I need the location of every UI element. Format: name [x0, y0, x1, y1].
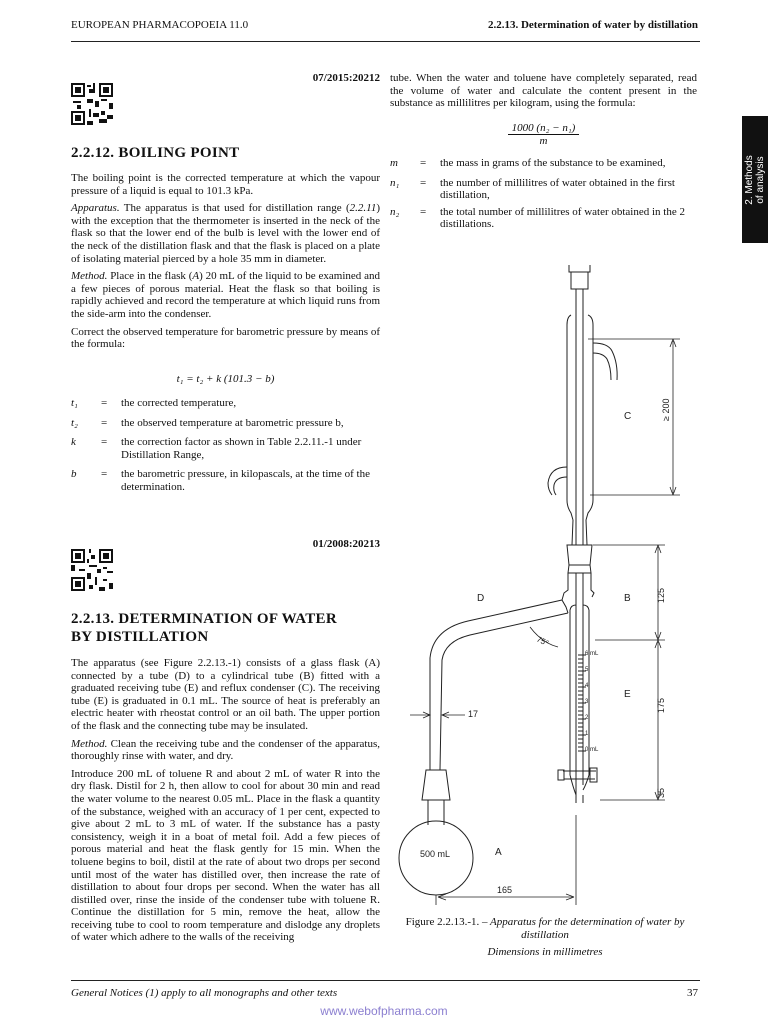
- stopcock: [558, 768, 597, 803]
- definition-row: [71, 468, 380, 493]
- qr-code-icon: [71, 549, 113, 591]
- graduation-label: 3: [585, 699, 589, 705]
- formula-denominator: m: [539, 135, 548, 147]
- definition-equals: =: [420, 205, 427, 218]
- reflux-condenser: [548, 289, 617, 545]
- label-c: C: [624, 411, 632, 422]
- formula-numerator: 1000 (n₂ − n₁): [508, 122, 580, 135]
- definition-row: [390, 206, 697, 231]
- dim-17: 17: [468, 709, 479, 719]
- dimension-lines: [410, 339, 680, 905]
- footer-rule: [71, 980, 700, 981]
- definition-text: the observed temperature at barometric pressure b,: [121, 416, 344, 429]
- qr-code-icon: [71, 83, 113, 125]
- side-tab-line2: of analysis: [755, 155, 766, 204]
- paragraph: [71, 738, 380, 763]
- label-a: A: [495, 847, 502, 858]
- graduation-label: 1: [585, 731, 589, 737]
- definition-list: [71, 397, 380, 501]
- page-number: 37: [687, 987, 698, 999]
- text-run: Place in the flask (: [107, 270, 193, 283]
- flask-volume-label: 500 mL: [420, 849, 451, 859]
- graduation-label: 6 mL: [585, 651, 599, 657]
- distillation-apparatus-diagram: [390, 255, 700, 905]
- text-run: The apparatus is that used for distillation range (: [119, 202, 350, 215]
- section-side-tab: [742, 116, 768, 243]
- graduation-label: 2: [585, 715, 589, 721]
- section-body: [71, 657, 380, 949]
- definition-symbol: t₁: [71, 397, 78, 409]
- cylindrical-tube-b: [562, 573, 594, 795]
- text-run: ) 20 mL of the liquid to be examined and a few pieces of porous material. Heat the flask so that boiling is rapidly achieved and record the temperature at which liquid runs from the side-arm into the condenser.: [71, 270, 380, 320]
- definition-symbol: t₂: [71, 416, 78, 429]
- definition-symbol: n₁: [390, 176, 400, 189]
- paragraph: [71, 202, 380, 265]
- paragraph: The apparatus (see Figure 2.2.13.-1) consists of a glass flask (A) connected by a tube (D) to a cylindrical tube (B) fitted with a graduated receiving tube (E) and reflux condenser (C). The receiving tube (E) is graduated in 0.1 mL. The source of heat is preferably an electric heater with rheostat control or an oil bath. The upper portion of the flask and the connecting tube may be insulated.: [71, 657, 380, 732]
- definition-equals: =: [420, 176, 427, 189]
- graduation-label: 5: [585, 667, 589, 673]
- header-rule: [71, 41, 700, 42]
- angle-label: 75°: [535, 634, 550, 648]
- water-content-formula: [390, 122, 697, 147]
- section-code: 07/2015:20212: [312, 72, 380, 84]
- connecting-tube-d: [430, 600, 568, 770]
- definition-list: [390, 157, 697, 238]
- section-title: [71, 610, 337, 646]
- graduation-label: 0 mL: [585, 747, 599, 753]
- definition-text: the number of millilitres of water obtained in the first distillation,: [440, 176, 675, 202]
- running-header-left: EUROPEAN PHARMACOPOEIA 11.0: [71, 19, 249, 31]
- paragraph: Introduce 200 mL of toluene R and about 2 mL of water R into the dry flask. Distil for 2 h, then allow to cool for about 30 min and read the water volume to the nearest 0.05 mL. Place in the flask a quantity of the substance, weighed with an accuracy of 1 per cent, expected to give about 2 mL to 3 mL of water. If the substance has a pasty consistency, weigh it in a boat of metal foil. Add a few pieces of porous material and heat the flask gently for 15 min. When the toluene begins to boil, distil at the rate of about two drops per second until most of the water has distilled over, then increase the rate of distillation to about four drops per second. When the water has all distilled over, rinse the inside of the condenser tube with toluene R. Continue the distillation for 5 min, remove the heat, allow the receiving tube to cool to room temperature and dislodge any droplets of water which adhere to the walls of the receiving: [71, 767, 380, 944]
- paragraph-lead: Method.: [71, 737, 108, 750]
- definition-text: the corrected temperature,: [121, 397, 237, 409]
- definition-text: the correction factor as shown in Table 2.2.11.-1 under Distillation Range,: [121, 436, 362, 461]
- dim-35: 35: [656, 787, 666, 798]
- definition-symbol: k: [71, 436, 76, 449]
- definition-text: the mass in grams of the substance to be examined,: [440, 157, 666, 169]
- definition-text: the barometric pressure, in kilopascals, at the time of the determination.: [121, 468, 370, 493]
- definition-row: [390, 157, 697, 170]
- definition-equals: =: [101, 397, 108, 409]
- section-body: [71, 172, 380, 356]
- definition-text: the total number of millilitres of water obtained in the 2 distillations.: [440, 205, 685, 231]
- dim-125: 125: [656, 587, 666, 603]
- website-link[interactable]: www.webofpharma.com: [320, 1004, 448, 1018]
- paragraph: tube. When the water and toluene have completely separated, read the volume of water and calculate the content present in the substance as millilitres per kilogram, using the formula:: [390, 72, 697, 110]
- figure-title: – Apparatus for the determination of water by distillation: [482, 916, 685, 941]
- text-run: Clean the receiving tube and the condenser of the apparatus, thoroughly rinse with water, and dry.: [71, 737, 380, 763]
- column-text: [390, 72, 697, 115]
- definition-equals: =: [420, 157, 427, 169]
- dim-165: 165: [497, 885, 513, 895]
- paragraph: Correct the observed temperature for barometric pressure by means of the formula:: [71, 325, 380, 351]
- definition-row: [390, 177, 697, 202]
- definition-row: [71, 417, 380, 430]
- ground-joint: [567, 545, 592, 573]
- definition-row: [71, 436, 380, 461]
- side-tab-line1: 2. Methods: [744, 154, 755, 205]
- figure-subcaption: Dimensions in millimetres: [487, 946, 603, 958]
- section-title-line: BY DISTILLATION: [71, 629, 209, 645]
- graduation-label: 4: [585, 683, 589, 689]
- label-d: D: [477, 593, 485, 604]
- paragraph-lead: Apparatus.: [71, 202, 120, 215]
- definition-row: [71, 397, 380, 410]
- text-run: A: [192, 270, 200, 283]
- boiling-point-formula: t₁ = t₂ + k (101.3 − b): [176, 373, 275, 385]
- dim-200: ≥ 200: [661, 398, 671, 421]
- definition-symbol: n₂: [390, 205, 400, 218]
- definition-equals: =: [101, 436, 108, 449]
- paragraph: The boiling point is the corrected temperature at which the vapour pressure of a liquid is equal to 101.3 kPa.: [71, 172, 380, 197]
- dim-175: 175: [656, 697, 666, 713]
- text-run: ) with the exception that the thermometer is inserted in the neck of the flask so that the lower end of the bulb is level with the lower end of the neck of the distillation flask and that the flask is placed on a plate of isolating material pierced by a hole 35 mm in diameter.: [71, 202, 380, 265]
- section-title: 2.2.12. BOILING POINT: [71, 145, 240, 161]
- figure-caption: [392, 916, 698, 942]
- definition-symbol: b: [71, 468, 77, 481]
- flask-neck-joint: [422, 770, 450, 825]
- section-title-line: 2.2.13. DETERMINATION OF WATER: [71, 611, 337, 627]
- section-code: 01/2008:20213: [312, 538, 380, 550]
- condenser-top-cap: [569, 265, 590, 289]
- label-e: E: [624, 689, 631, 700]
- paragraph-lead: Method.: [71, 270, 108, 283]
- definition-symbol: m: [390, 157, 398, 169]
- footer-note: General Notices (1) apply to all monographs and other texts: [71, 987, 338, 999]
- paragraph: [71, 270, 380, 320]
- definition-equals: =: [101, 468, 108, 481]
- cross-reference: 2.2.11: [349, 202, 377, 215]
- running-header-right: 2.2.13. Determination of water by distillation: [487, 19, 698, 31]
- definition-equals: =: [101, 416, 108, 429]
- figure-number: Figure 2.2.13.-1.: [405, 916, 480, 928]
- label-b: B: [624, 593, 631, 604]
